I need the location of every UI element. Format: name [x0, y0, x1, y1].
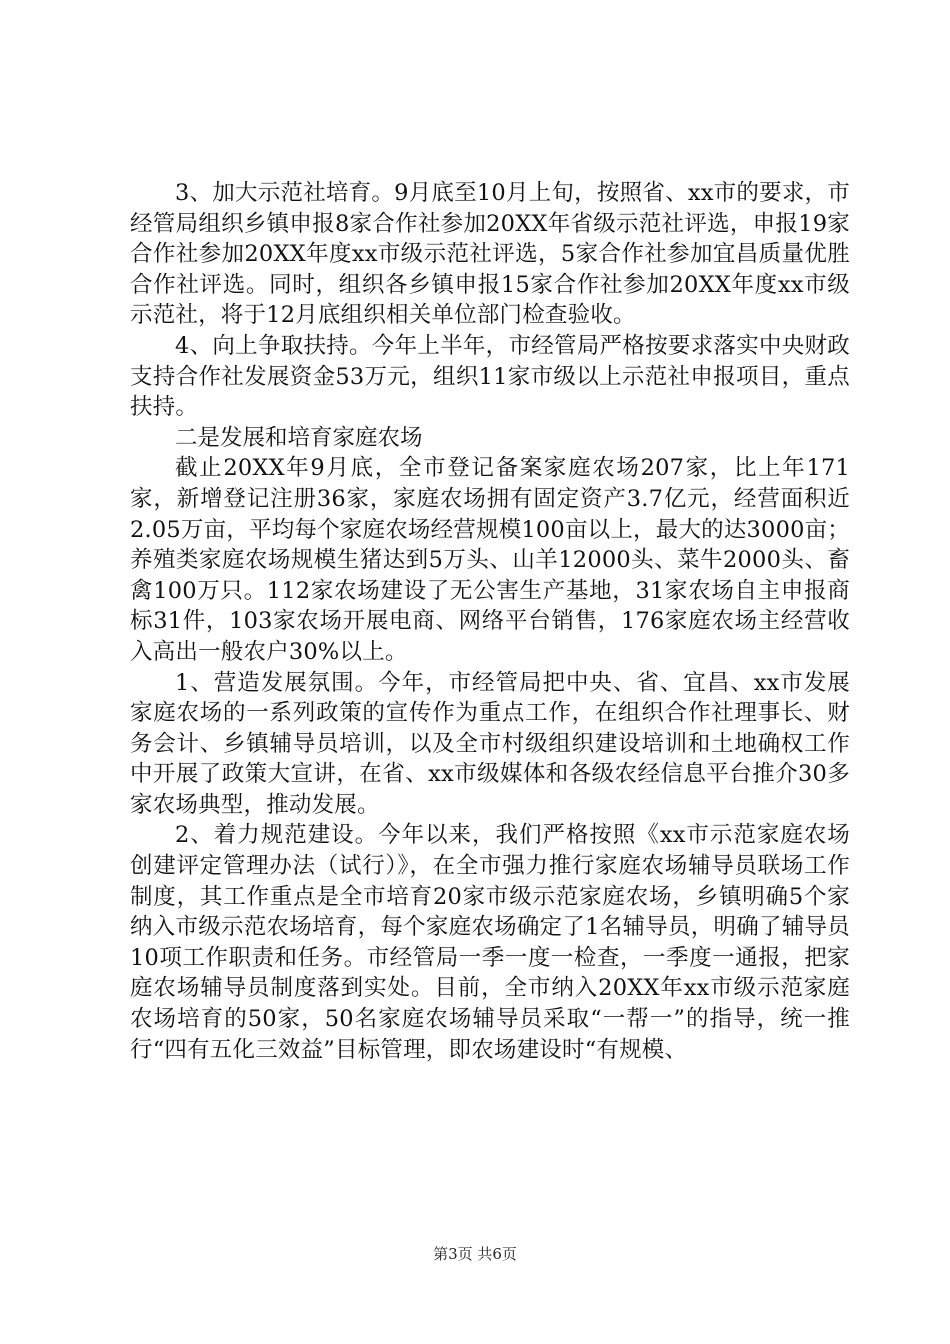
section-heading-family-farms: 二是发展和培育家庭农场 — [175, 424, 423, 451]
paragraph-seek-support: 4、向上争取扶持。今年上半年，市经管局严格按要求落实中央财政支持合作社发展资金53万元，组织11家市级以上示范社申报项目，重点扶持。 — [130, 332, 850, 421]
paragraph-development-atmosphere: 1、营造发展氛围。今年，市经管局把中央、省、宜昌、xx市发展家庭农场的一系列政策的宣传作为重点工作，在组织合作社理事长、财务会计、乡镇辅导员培训，以及全市村级组织建设培训和土地确权工作中开展了政策大宣讲，在省、xx市级媒体和各级农经信息平台推介30多家农场典型，推动发展。 — [130, 669, 850, 818]
paragraph-standardize-construction: 2、着力规范建设。今年以来，我们严格按照《xx市示范家庭农场创建评定管理办法（试行）》，在全市强力推行家庭农场辅导员联场工作制度，其工作重点是全市培育20家市级示范家庭农场，乡镇明确5个家纳入市级示范农场培育，每个家庭农场确定了1名辅导员，明确了辅导员10项工作职责和任务。市经管局一季一度一检查，一季度一通报，把家庭农场辅导员制度落到实处。目前，全市纳入20XX年xx市级示范家庭农场培育的50家，50名家庭农场辅导员采取“一帮一”的指导，统一推行“四有五化三效益”目标管理，即农场建设时“有规模、 — [130, 822, 850, 1063]
paragraph-demonstration-cooperatives: 3、加大示范社培育。9月底至10月上旬，按照省、xx市的要求，市经管局组织乡镇申报8家合作社参加20XX年省级示范社评选，申报19家合作社参加20XX年度xx市级示范社评选，5家合作社参加宜昌质量优胜合作社评选。同时，组织各乡镇申报15家合作社参加20XX年度xx市级示范社，将于12月底组织相关单位部门检查验收。 — [130, 180, 850, 329]
paragraph-family-farm-statistics: 截止20XX年9月底，全市登记备案家庭农场207家，比上年171家，新增登记注册36家，家庭农场拥有固定资产3.7亿元，经营面积近2.05万亩，平均每个家庭农场经营规模100亩以上，最大的达3000亩；养殖类家庭农场规模生猪达到5万头、山羊12000头、菜牛2000头、畜禽100万只。112家农场建设了无公害生产基地，31家农场自主申报商标31件，103家农场开展电商、网络平台销售，176家庭农场主经营收入高出一般农户30%以上。 — [130, 455, 851, 665]
document-body — [130, 178, 850, 1065]
page-number-footer: 第3页 共6页 — [433, 1245, 517, 1263]
